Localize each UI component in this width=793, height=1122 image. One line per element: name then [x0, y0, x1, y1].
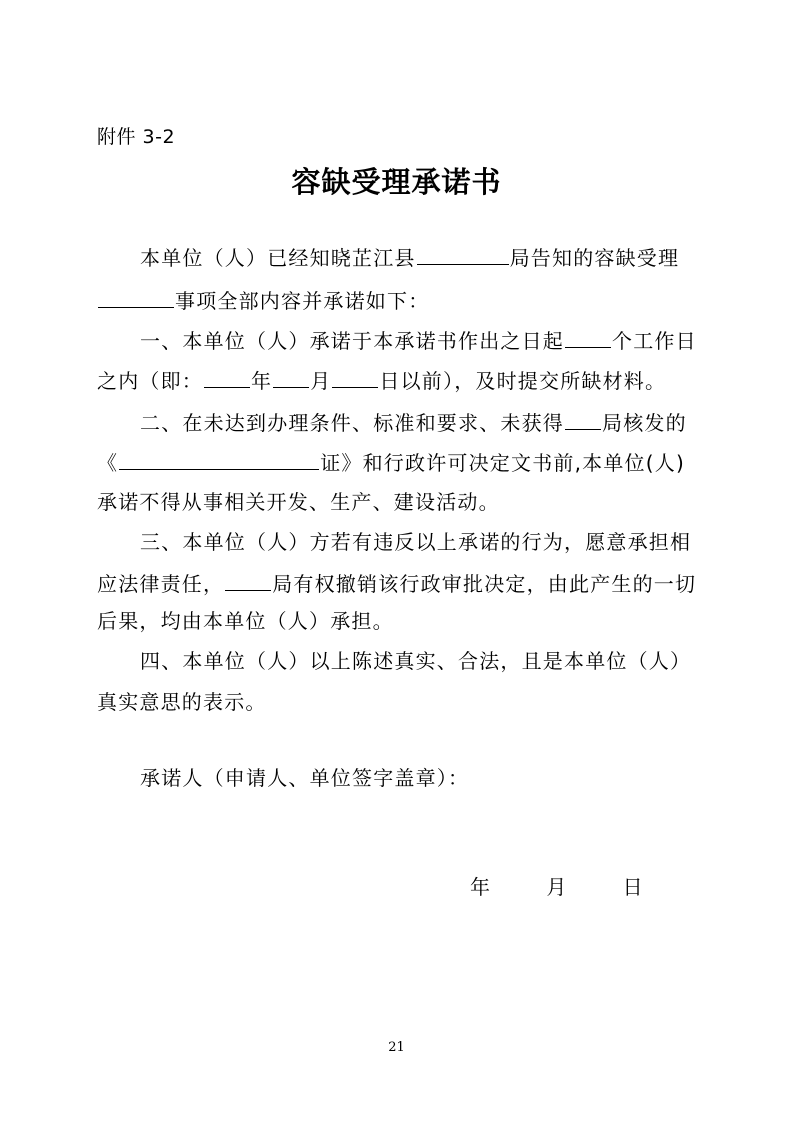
page-number: 21 [388, 1040, 405, 1055]
p3-line-2 [97, 570, 696, 597]
p1-text-3: 之内（即： [97, 369, 203, 393]
p1-text-2: 个工作日 [612, 329, 697, 353]
bureau-blank-3 [225, 570, 271, 591]
p2-text-2: 局核发的 [602, 411, 687, 435]
certificate-blank [119, 449, 319, 470]
p1-text-4: 日以前），及时提交所缺材料。 [379, 369, 667, 393]
attachment-label: 附件 3-2 [97, 126, 176, 148]
p2-text-4: 证》和行政许可决定文书前,本单位(人) [320, 451, 685, 475]
p3-text-2: 局有权撤销该行政审批决定，由此产生的一切 [272, 572, 697, 596]
intro-line-2 [97, 287, 429, 314]
p1-year-label: 年 [251, 369, 273, 393]
year-blank [204, 367, 250, 388]
intro-line-1 [140, 244, 679, 271]
intro-text-1: 本单位（人）已经知晓芷江县 [140, 246, 416, 270]
intro-text-3: 事项全部内容并承诺如下： [175, 289, 430, 313]
p1-month-label: 月 [310, 369, 332, 393]
p2-text-1: 二、在未达到办理条件、标准和要求、未获得 [140, 411, 564, 435]
bureau-blank-2 [565, 409, 601, 430]
bureau-blank-1 [417, 244, 509, 265]
signature-label: 承诺人（申请人、单位签字盖章）： [140, 766, 470, 790]
day-blank [332, 367, 378, 388]
p1-text-1: 一、本单位（人）承诺于本承诺书作出之日起 [140, 329, 564, 353]
matter-blank [98, 287, 174, 308]
p1-line-1 [140, 327, 697, 354]
p4-line-1: 四、本单位（人）以上陈述真实、合法，且是本单位（人） [140, 649, 692, 673]
p2-line-1 [140, 409, 687, 436]
sign-day: 日 [622, 875, 644, 899]
workdays-blank [565, 327, 611, 348]
document-title: 容缺受理承诺书 [291, 165, 502, 199]
month-blank [273, 367, 309, 388]
p4-line-2: 真实意思的表示。 [97, 690, 267, 714]
p1-line-2 [97, 367, 666, 394]
signature-date [470, 874, 644, 900]
intro-text-2: 局告知的容缺受理 [509, 246, 680, 270]
sign-year: 年 [470, 875, 492, 899]
p2-line-3: 承诺不得从事相关开发、生产、建设活动。 [97, 490, 500, 514]
p2-text-3: 《 [97, 451, 119, 475]
p3-line-1: 三、本单位（人）方若有违反以上承诺的行为，愿意承担相 [140, 530, 692, 554]
sign-month: 月 [546, 875, 568, 899]
p3-line-3: 后果，均由本单位（人）承担。 [97, 609, 394, 633]
p2-line-2 [97, 449, 685, 476]
p3-text-1: 应法律责任， [97, 572, 225, 596]
